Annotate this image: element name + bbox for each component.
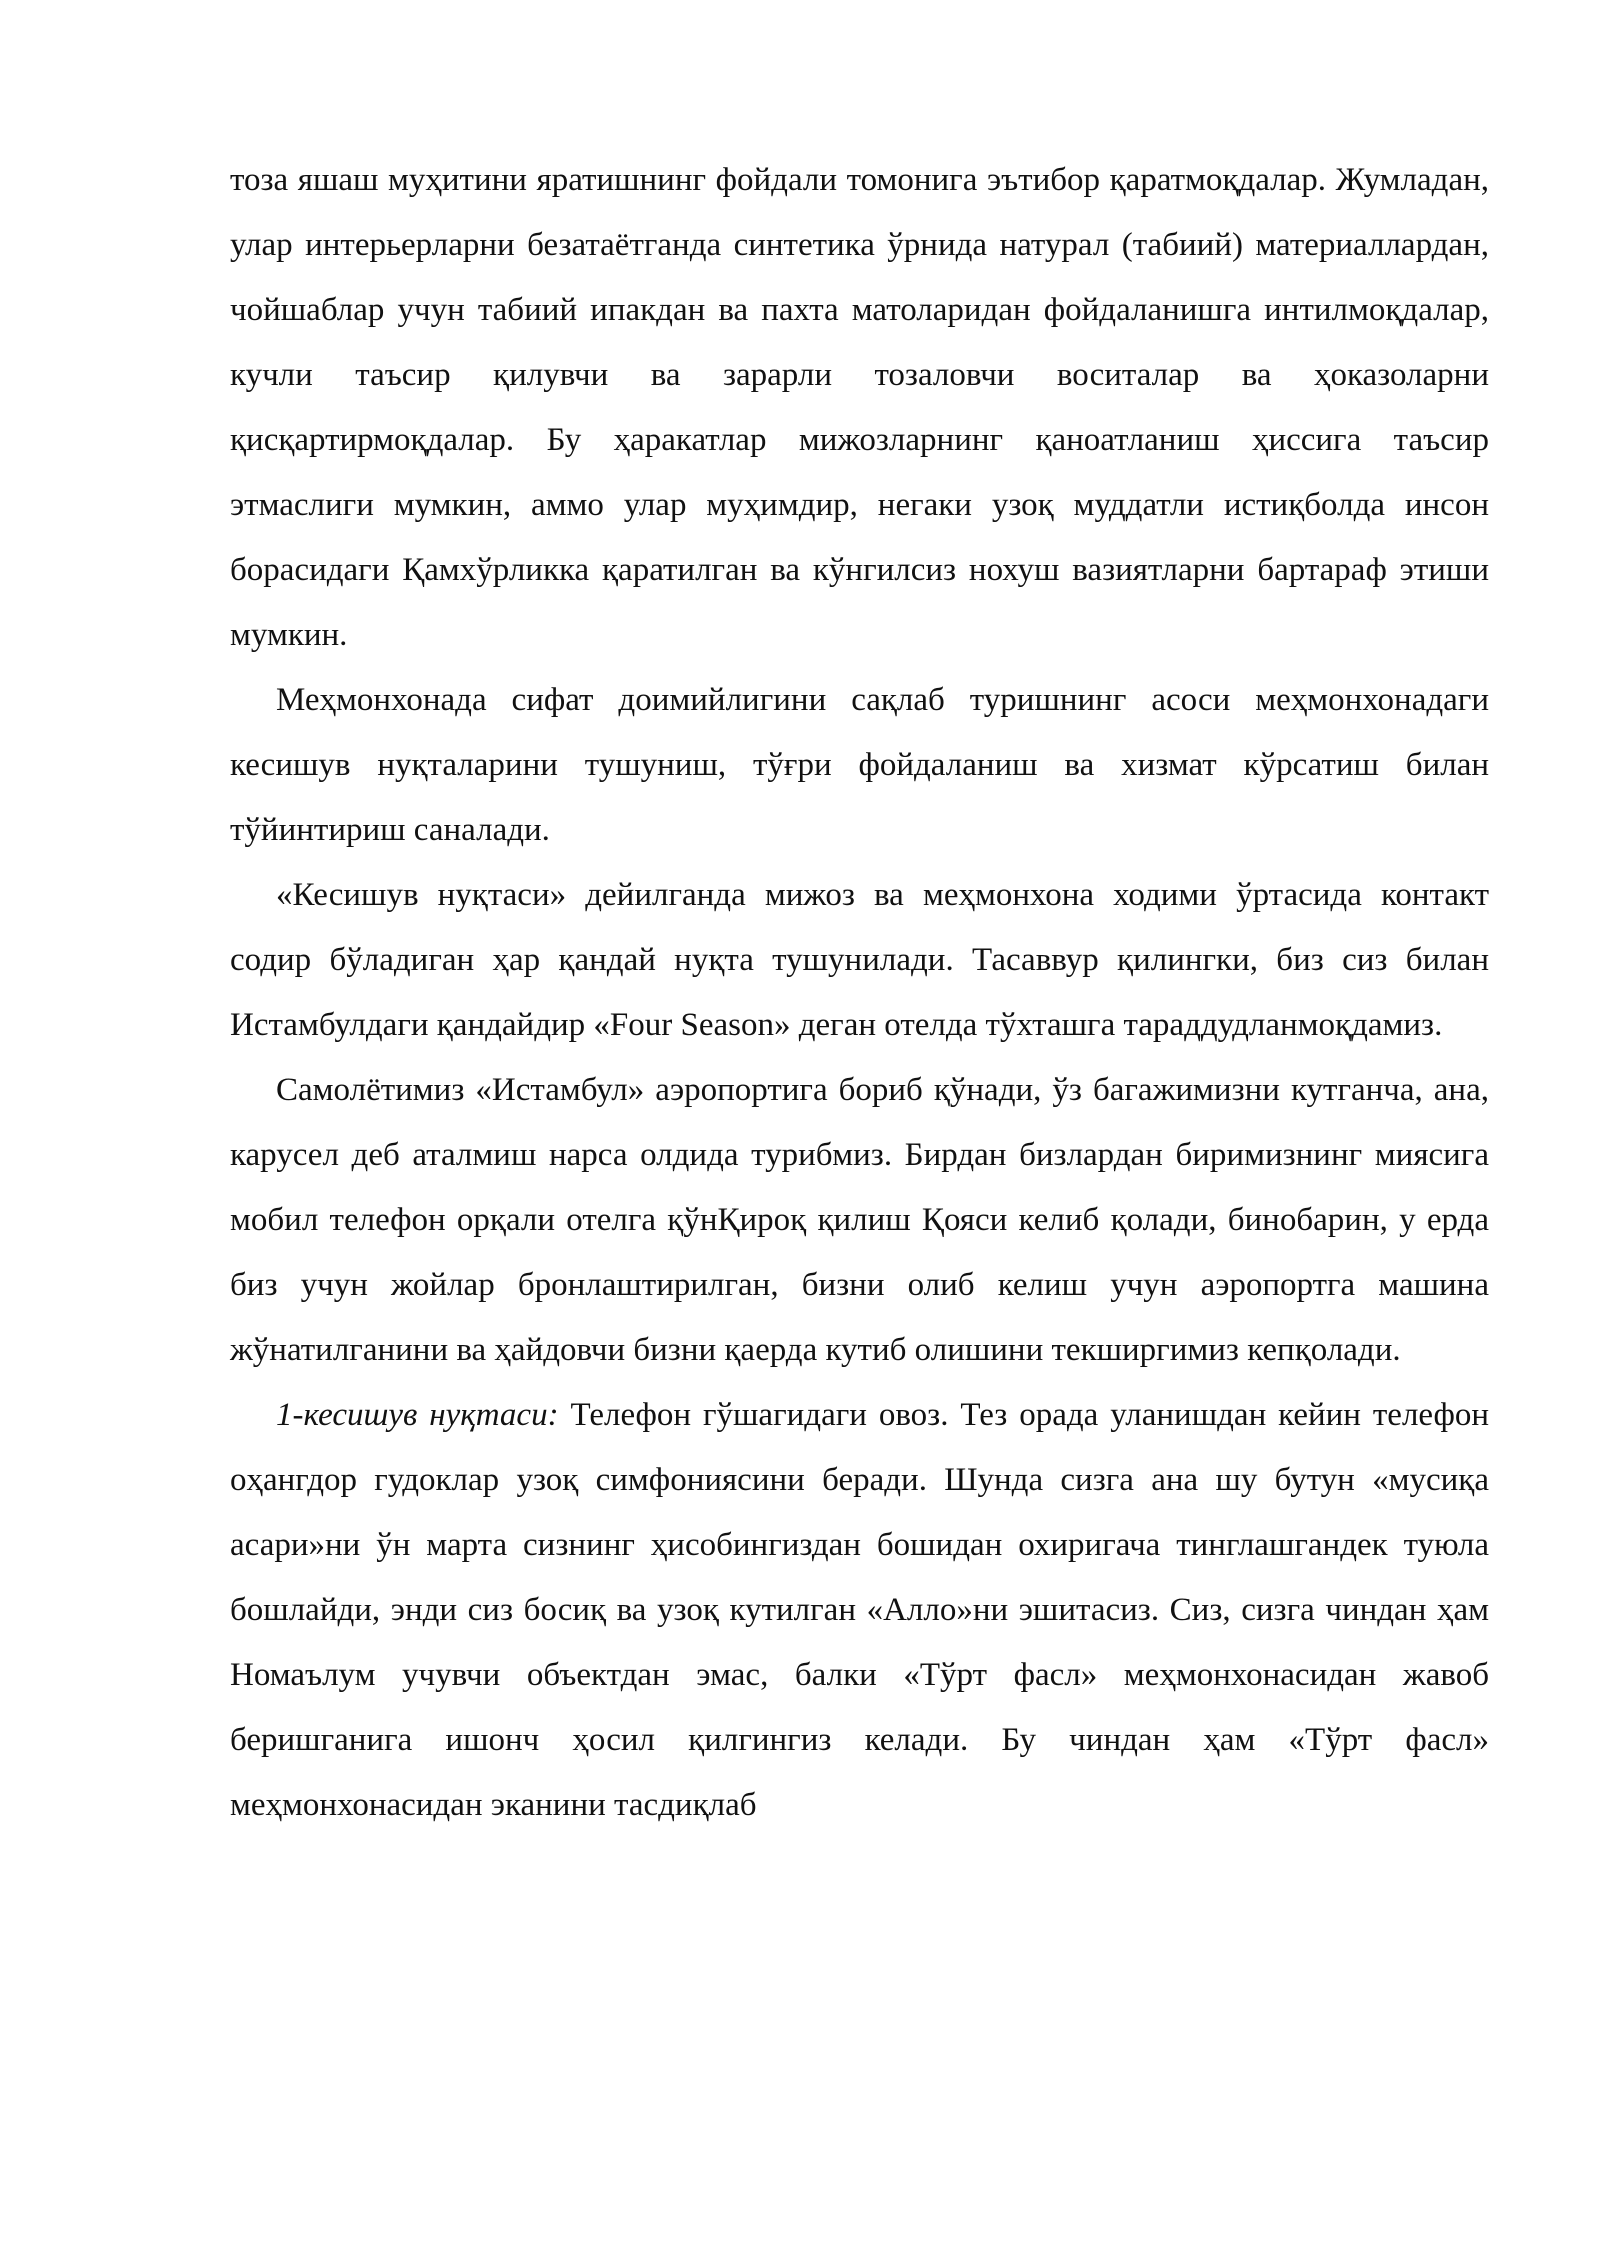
paragraph-5-text: Телефон гўшагидаги овоз. Тез орада уланишдан кейин телефон оҳангдор гудоклар узоқ симфониясини беради. Шунда сизга ана шу бутун «мусиқа асари»ни ўн марта сизнинг ҳисобингиздан бошидан охиригача тинглашгандек туюла бошлайди, энди сиз босиқ ва узоқ кутилган «Алло»ни эшитасиз. Сиз, сизга чиндан ҳам Номаълум учувчи объектдан эмас, балки «Тўрт фасл» меҳмонхонасидан жавоб беришганига ишонч ҳосил қилгингиз келади. Бу чиндан ҳам «Тўрт фасл» меҳмонхонасидан эканини тасдиқлаб bbox=[230, 1397, 1490, 1823]
paragraph-3: «Кесишув нуқтаси» дейилганда мижоз ва меҳмонхона ходими ўртасида контакт содир бўладиган ҳар қандай нуқта тушунилади. Тасаввур қилингки, биз сиз билан Истамбулдаги қандайдир «Four Season» деган отелда тўхташга тараддудланмоқдамиз. bbox=[230, 877, 1489, 1043]
paragraph-5 bbox=[230, 1383, 1489, 1838]
paragraph-1: тоза яшаш муҳитини яратишнинг фойдали томонига эътибор қаратмоқдалар. Жумладан, улар интерьерларни безатаётганда синтетика ўрнида натурал (табиий) материаллардан, чойшаблар учун табиий ипакдан ва пахта матоларидан фойдаланишга интилмоқдалар, кучли таъсир қилувчи ва зарарли тозаловчи воситалар ва ҳоказоларни қисқартирмоқдалар. Бу ҳаракатлар мижозларнинг қаноатланиш ҳиссига таъсир этмаслиги мумкин, аммо улар муҳимдир, негаки узоқ муддатли истиқболда инсон борасидаги Қамхўрликка қаратилган ва кўнгилсиз нохуш вазиятларни бартараф этиши мумкин. bbox=[230, 162, 1489, 653]
paragraph-5-lead: 1-кесишув нуқтаси: bbox=[276, 1397, 559, 1433]
paragraph-4: Самолётимиз «Истамбул» аэропортига бориб қўнади, ўз багажимизни кутганча, ана, карусел деб аталмиш нарса олдида турибмиз. Бирдан бизлардан биримизнинг миясига мобил телефон орқали отелга қўнҚироқ қилиш Қояси келиб қолади, бинобарин, у ерда биз учун жойлар бронлаштирилган, бизни олиб келиш учун аэропортга машина жўнатилганини ва ҳайдовчи бизни қаерда кутиб олишини текширгимиз кепқолади. bbox=[230, 1072, 1489, 1368]
paragraph-2: Меҳмонхонада сифат доимийлигини сақлаб туришнинг асоси меҳмонхонадаги кесишув нуқталарини тушуниш, тўғри фойдаланиш ва хизмат кўрсатиш билан тўйинтириш саналади. bbox=[230, 682, 1489, 848]
body-text bbox=[230, 148, 1489, 1838]
